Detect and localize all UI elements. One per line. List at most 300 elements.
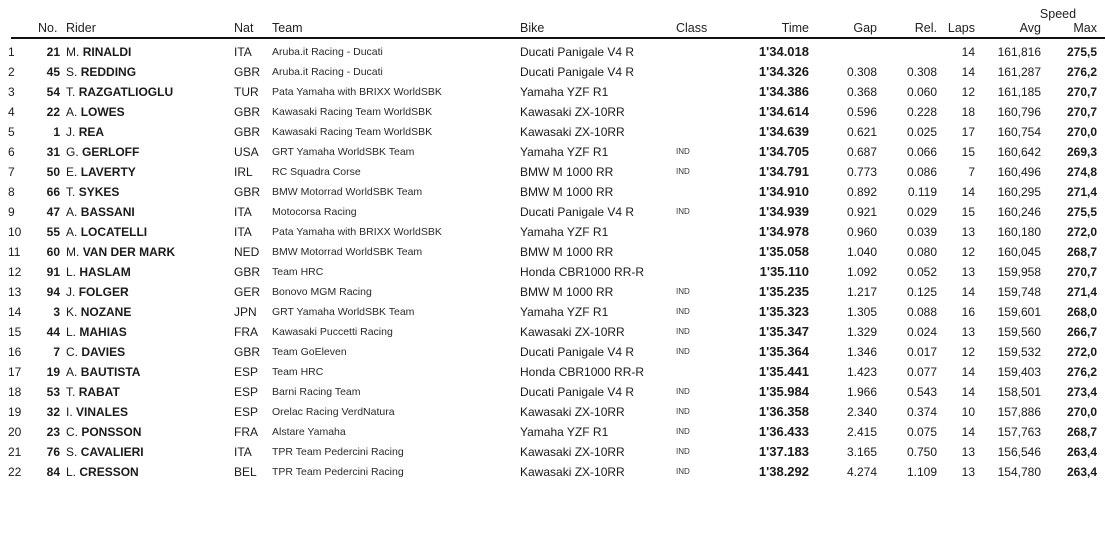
relative-gap: 0.052 — [906, 265, 937, 279]
header-divider — [11, 37, 1105, 39]
lap-time: 1'35.364 — [758, 344, 809, 359]
rider-number: 76 — [46, 445, 60, 459]
bike: Ducati Panigale V4 R — [520, 65, 635, 79]
rider-number: 53 — [46, 385, 60, 399]
header-avg: Avg — [1019, 21, 1041, 35]
bike: Ducati Panigale V4 R — [520, 205, 635, 219]
gap: 1.346 — [846, 345, 877, 359]
rider-number: 19 — [46, 365, 60, 379]
lap-time: 1'34.791 — [758, 164, 809, 179]
nationality: BEL — [234, 465, 257, 479]
team: TPR Team Pedercini Racing — [272, 466, 404, 478]
rider-name — [66, 282, 231, 302]
relative-gap: 0.024 — [906, 325, 937, 339]
avg-speed: 160,496 — [997, 165, 1041, 179]
position: 10 — [8, 225, 22, 239]
lap-time: 1'34.939 — [758, 204, 809, 219]
position: 11 — [8, 245, 21, 259]
rider-surname: CAVALIERI — [80, 445, 144, 459]
rider-name — [66, 302, 231, 322]
bike: BMW M 1000 RR — [520, 245, 614, 259]
lap-time: 1'35.235 — [758, 284, 809, 299]
gap: 0.596 — [846, 105, 877, 119]
class: IND — [676, 427, 690, 436]
table-row — [0, 442, 1105, 462]
table-row — [0, 302, 1105, 322]
laps: 13 — [961, 225, 975, 239]
position: 4 — [8, 105, 15, 119]
position: 19 — [8, 405, 22, 419]
rider-initial: C. — [66, 345, 78, 359]
position: 21 — [8, 445, 22, 459]
gap: 4.274 — [846, 465, 877, 479]
rider-number: 22 — [46, 105, 60, 119]
max-speed: 273,4 — [1066, 385, 1097, 399]
gap: 0.621 — [846, 125, 877, 139]
max-speed: 276,2 — [1066, 365, 1097, 379]
bike: Kawasaki ZX-10RR — [520, 325, 625, 339]
rider-name — [66, 462, 231, 482]
max-speed: 266,7 — [1066, 325, 1097, 339]
rider-initial: L. — [66, 465, 77, 479]
rider-initial: L. — [66, 265, 77, 279]
laps: 10 — [961, 405, 975, 419]
rider-surname: SYKES — [78, 185, 120, 199]
team: GRT Yamaha WorldSBK Team — [272, 306, 415, 318]
nationality: JPN — [234, 305, 257, 319]
relative-gap: 0.374 — [906, 405, 937, 419]
rider-surname: PONSSON — [81, 425, 142, 439]
rider-number: 7 — [53, 345, 60, 359]
rider-surname: BAUTISTA — [80, 365, 141, 379]
rider-surname: LOWES — [80, 105, 125, 119]
rider-name — [66, 382, 231, 402]
gap: 1.423 — [846, 365, 877, 379]
nationality: ITA — [234, 45, 252, 59]
header-laps: Laps — [947, 21, 975, 35]
table-row — [0, 422, 1105, 442]
table-row — [0, 402, 1105, 422]
table-row — [0, 202, 1105, 222]
team: Alstare Yamaha — [272, 426, 346, 438]
avg-speed: 157,763 — [997, 425, 1041, 439]
gap: 1.966 — [846, 385, 877, 399]
relative-gap: 0.119 — [907, 185, 937, 199]
relative-gap: 0.308 — [906, 65, 937, 79]
table-row — [0, 222, 1105, 242]
rider-surname: RABAT — [78, 385, 120, 399]
gap: 0.308 — [846, 65, 877, 79]
position: 8 — [8, 185, 15, 199]
relative-gap: 0.060 — [906, 85, 937, 99]
gap: 2.415 — [846, 425, 877, 439]
relative-gap: 0.086 — [906, 165, 937, 179]
class: IND — [676, 327, 690, 336]
nationality: GBR — [234, 65, 261, 79]
max-speed: 275,5 — [1066, 45, 1097, 59]
laps: 16 — [961, 305, 975, 319]
position: 7 — [8, 165, 15, 179]
gap: 0.773 — [846, 165, 877, 179]
relative-gap: 0.075 — [906, 425, 937, 439]
gap: 0.921 — [846, 205, 877, 219]
rider-number: 50 — [46, 165, 60, 179]
nationality: ITA — [234, 205, 252, 219]
team: Orelac Racing VerdNatura — [272, 406, 395, 418]
laps: 13 — [961, 265, 975, 279]
header-time: Time — [781, 21, 809, 35]
max-speed: 263,4 — [1066, 445, 1097, 459]
rider-name — [66, 442, 231, 462]
avg-speed: 160,246 — [997, 205, 1041, 219]
laps: 14 — [961, 65, 975, 79]
team: GRT Yamaha WorldSBK Team — [272, 146, 415, 158]
lap-time: 1'34.705 — [758, 144, 809, 159]
class: IND — [676, 147, 690, 156]
laps: 14 — [961, 185, 975, 199]
rider-initial: A. — [66, 225, 78, 239]
rider-name — [66, 142, 231, 162]
position: 3 — [8, 85, 15, 99]
nationality: GBR — [234, 265, 261, 279]
position: 5 — [8, 125, 15, 139]
max-speed: 275,5 — [1066, 205, 1097, 219]
table-row — [0, 182, 1105, 202]
gap: 0.960 — [846, 225, 877, 239]
avg-speed: 157,886 — [997, 405, 1041, 419]
relative-gap: 0.125 — [906, 285, 937, 299]
bike: Honda CBR1000 RR-R — [520, 265, 645, 279]
gap: 1.092 — [846, 265, 877, 279]
rider-number: 32 — [46, 405, 60, 419]
team: Bonovo MGM Racing — [272, 286, 372, 298]
laps: 17 — [961, 125, 975, 139]
lap-time: 1'35.347 — [758, 324, 809, 339]
rider-number: 1 — [53, 125, 60, 139]
table-row — [0, 382, 1105, 402]
laps: 13 — [961, 325, 975, 339]
team: Kawasaki Racing Team WorldSBK — [272, 106, 433, 118]
bike: Ducati Panigale V4 R — [520, 45, 635, 59]
rider-surname: HASLAM — [79, 265, 131, 279]
rider-number: 55 — [46, 225, 60, 239]
rider-initial: T. — [66, 185, 76, 199]
rider-initial: M. — [66, 45, 80, 59]
header-rel: Rel. — [914, 21, 937, 35]
laps: 14 — [961, 425, 975, 439]
relative-gap: 0.228 — [906, 105, 937, 119]
relative-gap: 0.080 — [906, 245, 937, 259]
max-speed: 268,0 — [1066, 305, 1097, 319]
team: Kawasaki Puccetti Racing — [272, 326, 393, 338]
avg-speed: 158,501 — [997, 385, 1041, 399]
relative-gap: 0.077 — [906, 365, 937, 379]
max-speed: 270,0 — [1066, 125, 1097, 139]
relative-gap: 0.750 — [906, 445, 937, 459]
rider-number: 60 — [46, 245, 60, 259]
laps: 15 — [961, 145, 975, 159]
gap: 0.368 — [846, 85, 877, 99]
class: IND — [676, 287, 690, 296]
avg-speed: 156,546 — [997, 445, 1041, 459]
position: 1 — [8, 45, 15, 59]
nationality: GER — [234, 285, 261, 299]
team: Team HRC — [272, 266, 324, 278]
avg-speed: 154,780 — [997, 465, 1041, 479]
rider-number: 45 — [46, 65, 60, 79]
avg-speed: 159,601 — [997, 305, 1041, 319]
rider-name — [66, 342, 231, 362]
rider-initial: G. — [66, 145, 79, 159]
rider-initial: T. — [66, 385, 76, 399]
lap-time: 1'34.386 — [758, 84, 809, 99]
team: Kawasaki Racing Team WorldSBK — [272, 126, 433, 138]
header-no: No. — [38, 21, 58, 35]
relative-gap: 1.109 — [906, 465, 937, 479]
rider-surname: NOZANE — [80, 305, 132, 319]
max-speed: 271,4 — [1066, 285, 1097, 299]
bike: Kawasaki ZX-10RR — [520, 105, 625, 119]
nationality: IRL — [234, 165, 253, 179]
class: IND — [676, 387, 690, 396]
nationality: GBR — [234, 345, 261, 359]
laps: 14 — [961, 365, 975, 379]
rider-name — [66, 262, 231, 282]
rider-name — [66, 422, 231, 442]
nationality: ITA — [234, 225, 252, 239]
table-row — [0, 42, 1105, 62]
table-row — [0, 142, 1105, 162]
table-row — [0, 242, 1105, 262]
team: Team GoEleven — [272, 346, 347, 358]
position: 12 — [8, 265, 22, 279]
rider-number: 54 — [46, 85, 60, 99]
bike: BMW M 1000 RR — [520, 165, 614, 179]
rider-number: 44 — [46, 325, 60, 339]
lap-time: 1'38.292 — [758, 464, 809, 479]
position: 16 — [8, 345, 22, 359]
max-speed: 271,4 — [1066, 185, 1097, 199]
avg-speed: 160,045 — [997, 245, 1041, 259]
rider-surname: REA — [78, 125, 105, 139]
gap: 1.329 — [846, 325, 877, 339]
rider-initial: K. — [66, 305, 78, 319]
bike: Honda CBR1000 RR-R — [520, 365, 645, 379]
rider-surname: RINALDI — [82, 45, 132, 59]
rider-initial: E. — [66, 165, 78, 179]
lap-time: 1'34.639 — [758, 124, 809, 139]
table-row — [0, 162, 1105, 182]
nationality: FRA — [234, 325, 258, 339]
rider-initial: I. — [66, 405, 73, 419]
rider-number: 66 — [46, 185, 60, 199]
rider-initial: J. — [66, 285, 76, 299]
table-row — [0, 262, 1105, 282]
table-row — [0, 62, 1105, 82]
avg-speed: 161,185 — [997, 85, 1041, 99]
avg-speed: 160,642 — [997, 145, 1041, 159]
rider-name — [66, 82, 231, 102]
team: BMW Motorrad WorldSBK Team — [272, 186, 423, 198]
team: Pata Yamaha with BRIXX WorldSBK — [272, 86, 442, 98]
rider-initial: M. — [66, 245, 80, 259]
bike: Yamaha YZF R1 — [520, 85, 609, 99]
lap-time: 1'37.183 — [758, 444, 809, 459]
position: 15 — [8, 325, 22, 339]
avg-speed: 159,748 — [997, 285, 1041, 299]
nationality: USA — [234, 145, 259, 159]
rider-name — [66, 162, 231, 182]
relative-gap: 0.066 — [906, 145, 937, 159]
max-speed: 270,7 — [1066, 105, 1097, 119]
rider-surname: GERLOFF — [82, 145, 140, 159]
rider-initial: C. — [66, 425, 78, 439]
laps: 15 — [961, 205, 975, 219]
bike: Yamaha YZF R1 — [520, 305, 609, 319]
rider-number: 23 — [46, 425, 60, 439]
relative-gap: 0.029 — [906, 205, 937, 219]
class: IND — [676, 407, 690, 416]
rider-initial: S. — [66, 445, 78, 459]
max-speed: 268,7 — [1066, 425, 1097, 439]
max-speed: 270,0 — [1066, 405, 1097, 419]
max-speed: 274,8 — [1066, 165, 1097, 179]
team: Barni Racing Team — [272, 386, 361, 398]
avg-speed: 159,403 — [997, 365, 1041, 379]
class: IND — [676, 207, 690, 216]
rider-number: 47 — [46, 205, 60, 219]
team: TPR Team Pedercini Racing — [272, 446, 404, 458]
bike: Ducati Panigale V4 R — [520, 385, 635, 399]
position: 14 — [8, 305, 22, 319]
nationality: FRA — [234, 425, 258, 439]
bike: Yamaha YZF R1 — [520, 145, 609, 159]
laps: 12 — [961, 245, 975, 259]
header-gap: Gap — [853, 21, 877, 35]
rider-initial: J. — [66, 125, 76, 139]
relative-gap: 0.017 — [906, 345, 937, 359]
laps: 12 — [961, 345, 975, 359]
nationality: NED — [234, 245, 260, 259]
lap-time: 1'34.614 — [758, 104, 809, 119]
rider-name — [66, 222, 231, 242]
table-row — [0, 122, 1105, 142]
rider-surname: BASSANI — [80, 205, 135, 219]
table-row — [0, 462, 1105, 482]
class: IND — [676, 447, 690, 456]
header-rider: Rider — [66, 21, 96, 35]
rider-initial: A. — [66, 365, 78, 379]
table-header — [0, 18, 1105, 38]
team: Aruba.it Racing - Ducati — [272, 66, 383, 78]
laps: 13 — [961, 465, 975, 479]
lap-time: 1'34.978 — [758, 224, 809, 239]
class: IND — [676, 467, 690, 476]
header-class: Class — [676, 21, 708, 35]
lap-time: 1'35.323 — [758, 304, 809, 319]
lap-time: 1'34.326 — [758, 64, 809, 79]
rider-initial: T. — [66, 85, 76, 99]
lap-time: 1'35.058 — [758, 244, 809, 259]
avg-speed: 159,958 — [997, 265, 1041, 279]
rider-name — [66, 62, 231, 82]
rider-surname: RAZGATLIOGLU — [78, 85, 174, 99]
bike: BMW M 1000 RR — [520, 285, 614, 299]
nationality: GBR — [234, 185, 261, 199]
position: 9 — [8, 205, 15, 219]
bike: Ducati Panigale V4 R — [520, 345, 635, 359]
rider-name — [66, 122, 231, 142]
rider-surname: REDDING — [80, 65, 137, 79]
rider-number: 84 — [46, 465, 60, 479]
header-max: Max — [1073, 21, 1097, 35]
gap: 2.340 — [846, 405, 877, 419]
nationality: ITA — [234, 445, 252, 459]
max-speed: 263,4 — [1066, 465, 1097, 479]
rider-number: 31 — [46, 145, 60, 159]
rider-surname: MAHIAS — [79, 325, 127, 339]
laps: 7 — [968, 165, 975, 179]
avg-speed: 159,532 — [997, 345, 1041, 359]
max-speed: 270,7 — [1066, 85, 1097, 99]
bike: Kawasaki ZX-10RR — [520, 465, 625, 479]
rider-name — [66, 402, 231, 422]
rider-name — [66, 362, 231, 382]
laps: 14 — [961, 385, 975, 399]
team: BMW Motorrad WorldSBK Team — [272, 246, 423, 258]
rider-surname: LAVERTY — [80, 165, 136, 179]
rider-surname: DAVIES — [81, 345, 126, 359]
position: 2 — [8, 65, 15, 79]
avg-speed: 159,560 — [997, 325, 1041, 339]
rider-initial: A. — [66, 205, 78, 219]
rider-initial: L. — [66, 325, 77, 339]
avg-speed: 161,287 — [997, 65, 1041, 79]
header-nat: Nat — [234, 21, 254, 35]
gap: 3.165 — [846, 445, 877, 459]
team: Motocorsa Racing — [272, 206, 357, 218]
team: Pata Yamaha with BRIXX WorldSBK — [272, 226, 442, 238]
table-row — [0, 342, 1105, 362]
header-bike: Bike — [520, 21, 545, 35]
table-row — [0, 102, 1105, 122]
laps: 14 — [961, 45, 975, 59]
position: 17 — [8, 365, 22, 379]
max-speed: 269,3 — [1066, 145, 1097, 159]
relative-gap: 0.025 — [906, 125, 937, 139]
nationality: GBR — [234, 125, 261, 139]
gap: 0.892 — [846, 185, 877, 199]
bike: Kawasaki ZX-10RR — [520, 445, 625, 459]
max-speed: 272,0 — [1066, 345, 1097, 359]
nationality: ESP — [234, 385, 259, 399]
class: IND — [676, 347, 690, 356]
bike: Yamaha YZF R1 — [520, 425, 609, 439]
class: IND — [676, 167, 690, 176]
rider-surname: VAN DER MARK — [82, 245, 176, 259]
avg-speed: 160,180 — [997, 225, 1041, 239]
lap-time: 1'34.910 — [758, 184, 809, 199]
bike: BMW M 1000 RR — [520, 185, 614, 199]
rider-surname: VINALES — [76, 405, 129, 419]
position: 6 — [8, 145, 15, 159]
rider-surname: LOCATELLI — [80, 225, 148, 239]
nationality: GBR — [234, 105, 261, 119]
gap: 1.305 — [846, 305, 877, 319]
class: IND — [676, 307, 690, 316]
max-speed: 268,7 — [1066, 245, 1097, 259]
header-speed: Speed — [1039, 7, 1077, 21]
